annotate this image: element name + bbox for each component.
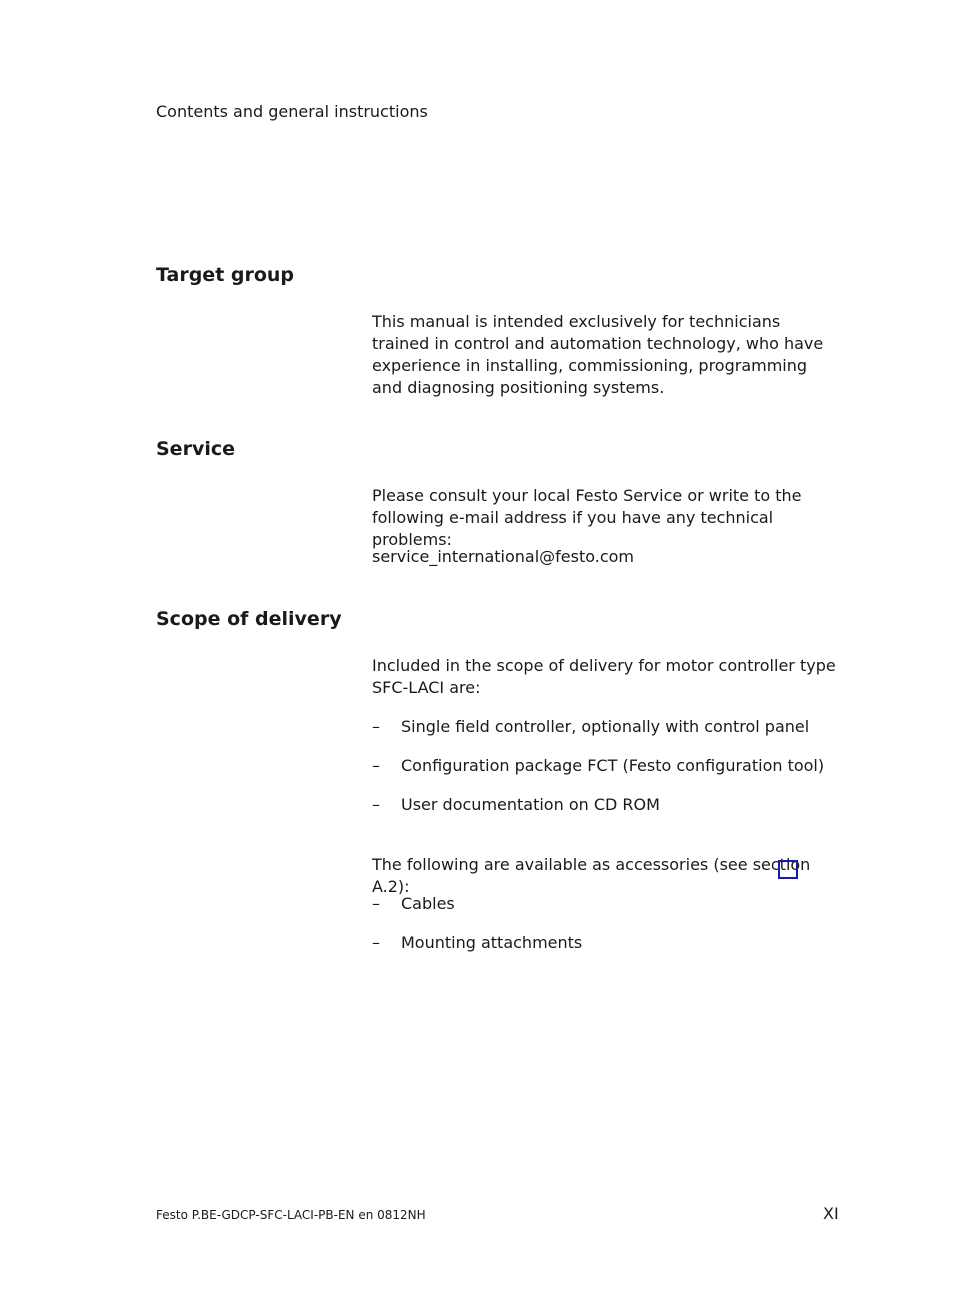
list-item-text: Single field controller, optionally with control panel <box>401 717 810 736</box>
list-item <box>372 755 842 777</box>
service-paragraph: Please consult your local Festo Service or write to the following e-mail address if you have any technical problems: <box>372 486 802 549</box>
list-dash: – <box>372 933 380 952</box>
scope-items-list <box>372 716 842 833</box>
footer-page-number: XI <box>823 1204 839 1223</box>
list-dash: – <box>372 894 380 913</box>
accessories-intro-paragraph: The following are available as accessories (see section A.2): <box>372 855 811 896</box>
service-email-link[interactable]: service_international@festo.com <box>372 547 635 566</box>
footer-document-id: Festo P.BE-GDCP-SFC-LACI-PB-EN en 0812NH <box>156 1208 426 1222</box>
list-item-text: Configuration package FCT (Festo configuration tool) <box>401 756 825 775</box>
scope-intro-paragraph: Included in the scope of delivery for motor controller type SFC-LACI are: <box>372 656 836 697</box>
list-item <box>372 932 842 954</box>
list-dash: – <box>372 795 380 814</box>
target-group-paragraph: This manual is intended exclusively for technicians trained in control and automation technology, who have experience in installing, commissioning, programming and diagnosing positioning systems. <box>372 312 824 397</box>
list-item <box>372 716 842 738</box>
section-title-scope-of-delivery: Scope of delivery <box>156 608 342 630</box>
list-item-text: User documentation on CD ROM <box>401 795 660 814</box>
list-item-text: Cables <box>401 894 455 913</box>
list-item <box>372 794 842 816</box>
section-title-service: Service <box>156 438 235 460</box>
list-dash: – <box>372 756 380 775</box>
list-item-text: Mounting attachments <box>401 933 583 952</box>
running-header: Contents and general instructions <box>156 102 428 121</box>
section-title-target-group: Target group <box>156 264 295 286</box>
list-item <box>372 893 842 915</box>
list-dash: – <box>372 717 380 736</box>
accessories-list <box>372 893 842 971</box>
section-crossref-link[interactable] <box>778 860 798 879</box>
